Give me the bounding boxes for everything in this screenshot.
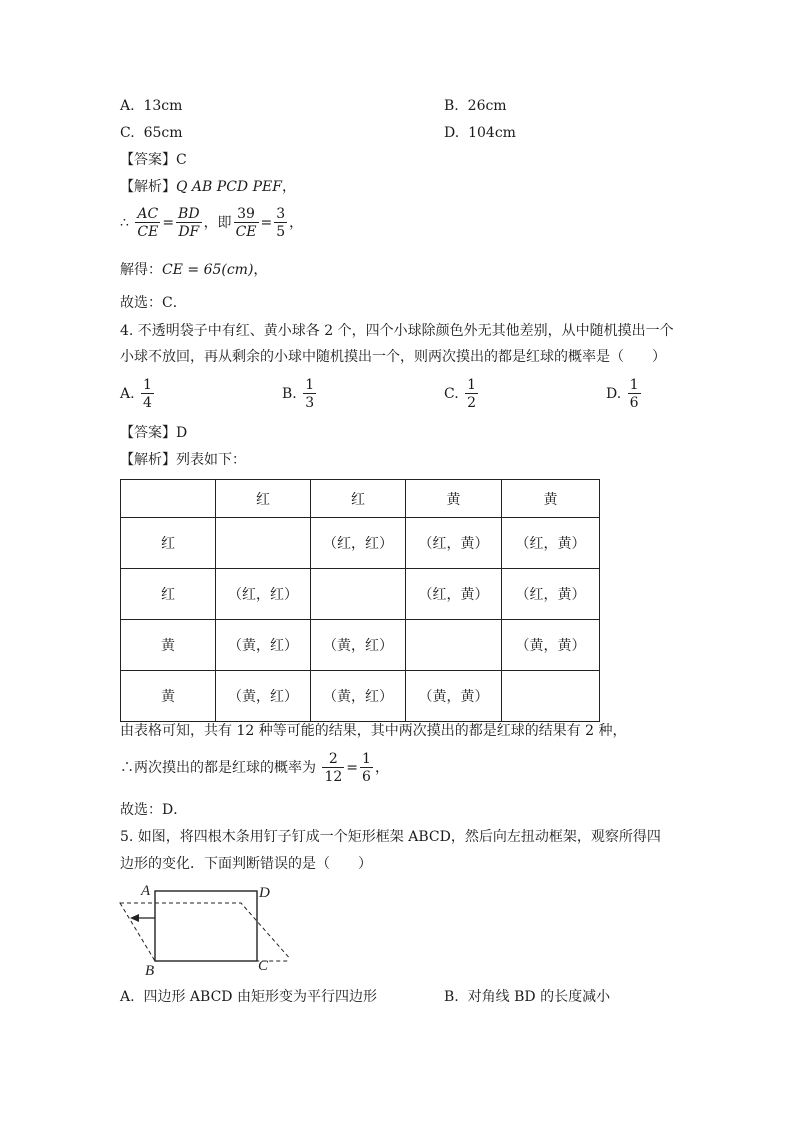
denominator: 5 xyxy=(276,224,286,240)
denominator: 2 xyxy=(467,395,477,411)
table-row xyxy=(121,518,600,569)
vertex-label-d: D xyxy=(259,885,270,901)
table-header-row xyxy=(121,480,600,518)
ratio-ac-ce xyxy=(135,207,160,239)
q5-stem-line2: 边形的变化．下面判断错误的是（ ） xyxy=(120,856,372,872)
table-row xyxy=(121,620,600,671)
probability-text: 两次摸出的都是红球的概率为 xyxy=(134,760,316,776)
vertex-label-b: B xyxy=(145,963,155,979)
q4-answer xyxy=(120,426,187,440)
table-cell: 红 xyxy=(121,569,216,620)
denominator: 6 xyxy=(362,769,371,785)
option-text: 104cm xyxy=(468,125,516,141)
q3-option-a xyxy=(120,99,182,113)
numerator: AC xyxy=(137,206,159,222)
answer-label: 【答案】 xyxy=(120,425,176,441)
table-cell: （红，黄） xyxy=(502,518,600,569)
table-cell: （黄，黄） xyxy=(502,620,600,671)
table-cell: 红 xyxy=(216,480,311,518)
table-cell: （黄，红） xyxy=(311,620,406,671)
equals-sign: = xyxy=(162,215,175,231)
prob-fraction-2-12 xyxy=(322,752,344,784)
denominator: DF xyxy=(176,222,202,239)
ji-text: ，即 xyxy=(203,215,232,231)
equals-sign: = xyxy=(346,760,359,776)
q3-analysis-line2 xyxy=(120,207,303,239)
table-cell: （红，黄） xyxy=(406,569,502,620)
table-cell: （黄，红） xyxy=(311,671,406,722)
option-letter: B. xyxy=(444,98,459,114)
ratio-39-ce xyxy=(234,207,259,239)
table-cell: 黄 xyxy=(502,480,600,518)
denominator: 6 xyxy=(629,395,639,411)
q4-conclusion: 故选：D． xyxy=(120,802,188,818)
answer-label: 【答案】 xyxy=(120,152,176,168)
table-cell: （黄，红） xyxy=(216,671,311,722)
table-cell: （红，红） xyxy=(216,569,311,620)
punct: ， xyxy=(281,179,296,195)
numerator: 1 xyxy=(467,377,477,393)
parallel-condition: Q AB PCD PEF xyxy=(176,179,282,195)
therefore-symbol: ∴ xyxy=(120,215,129,231)
table-cell: （红，黄） xyxy=(406,518,502,569)
option-text: 26cm xyxy=(467,98,507,114)
q4-option-b xyxy=(282,378,318,410)
table-cell: （红，红） xyxy=(311,518,406,569)
numerator: 3 xyxy=(276,206,286,222)
q4-option-a xyxy=(120,378,156,410)
therefore-symbol: ∴ xyxy=(120,760,134,776)
q5-option-a xyxy=(120,990,377,1004)
q3-conclusion: 故选：C． xyxy=(120,295,187,311)
option-letter: B. xyxy=(282,386,297,402)
table-cell: （红，黄） xyxy=(502,569,600,620)
q4-probability-line xyxy=(120,752,389,784)
option-fraction xyxy=(303,378,316,410)
answer-value: C xyxy=(176,152,187,168)
rectangle-frame-figure xyxy=(110,880,290,980)
table-cell xyxy=(406,620,502,671)
ratio-3-5 xyxy=(274,207,287,239)
q4-option-d xyxy=(606,378,643,410)
numerator: 1 xyxy=(362,751,371,767)
option-letter: C. xyxy=(444,386,459,402)
solve-label: 解得： xyxy=(120,262,162,278)
table-cell xyxy=(121,480,216,518)
q3-option-d xyxy=(444,126,516,140)
vertex-label-a: A xyxy=(141,883,151,899)
q4-summary: 由表格可知，共有 12 种等可能的结果，其中两次摸出的都是红球的结果有 2 种， xyxy=(120,723,627,739)
denominator: CE xyxy=(137,224,159,240)
option-fraction xyxy=(141,378,154,410)
q5-option-b xyxy=(444,990,610,1004)
table-cell xyxy=(502,671,600,722)
q4-stem-line1: 4. 不透明袋子中有红、黄小球各 2 个，四个小球除颜色外无其他差别，从中随机摸出一个 xyxy=(120,323,674,339)
q3-option-b xyxy=(444,99,507,113)
option-text: 四边形 ABCD 由矩形变为平行四边形 xyxy=(143,989,377,1005)
q4-stem-line2: 小球不放回，再从剩余的小球中随机摸出一个，则两次摸出的都是红球的概率是（ ） xyxy=(120,349,666,365)
table-cell: 红 xyxy=(311,480,406,518)
punct: ， xyxy=(289,215,304,231)
table-cell: 红 xyxy=(121,518,216,569)
solve-expression: CE = 65(cm) xyxy=(162,262,254,278)
table-cell: （黄，黄） xyxy=(406,671,502,722)
option-letter: A. xyxy=(120,98,135,114)
table-row xyxy=(121,671,600,722)
table-cell xyxy=(216,518,311,569)
table-cell: 黄 xyxy=(406,480,502,518)
q3-answer xyxy=(120,153,187,167)
numerator: 1 xyxy=(629,377,639,393)
option-letter: C. xyxy=(120,125,135,141)
table-cell: 黄 xyxy=(121,620,216,671)
denominator: 4 xyxy=(143,395,152,411)
q4-analysis-intro xyxy=(120,453,246,467)
answer-value: D xyxy=(176,425,188,441)
denominator: 3 xyxy=(305,395,315,411)
punct: ， xyxy=(374,760,389,776)
q3-analysis-line1 xyxy=(120,180,296,194)
option-text: 65cm xyxy=(143,125,183,141)
numerator: 2 xyxy=(328,751,338,767)
denominator: 12 xyxy=(324,769,343,785)
q5-stem-line1: 5. 如图，将四根木条用钉子钉成一个矩形框架 ABCD，然后向左扭动框架，观察所得四 xyxy=(120,829,661,845)
q3-solve-line xyxy=(120,263,267,277)
q3-option-c xyxy=(120,126,183,140)
analysis-intro: 列表如下： xyxy=(176,452,246,468)
table-cell: 黄 xyxy=(121,671,216,722)
option-letter: A. xyxy=(120,989,135,1005)
option-fraction xyxy=(628,378,641,410)
rectangle-abcd xyxy=(155,891,257,961)
equals-sign: = xyxy=(260,215,273,231)
option-text: 对角线 BD 的长度减小 xyxy=(467,989,611,1005)
numerator: 1 xyxy=(143,377,152,393)
denominator: CE xyxy=(235,224,257,240)
option-letter: D. xyxy=(444,125,460,141)
q4-option-c xyxy=(444,378,480,410)
punct: ， xyxy=(253,262,268,278)
prob-fraction-1-6 xyxy=(360,752,373,784)
left-arrow-icon xyxy=(130,914,139,922)
vertex-label-c: C xyxy=(258,958,269,974)
option-text: 13cm xyxy=(143,98,183,114)
option-letter: D. xyxy=(606,386,622,402)
option-letter: A. xyxy=(120,386,135,402)
analysis-label: 【解析】 xyxy=(120,179,176,195)
numerator: BD xyxy=(178,206,200,222)
option-fraction xyxy=(465,378,478,410)
option-letter: B. xyxy=(444,989,459,1005)
analysis-label: 【解析】 xyxy=(120,452,176,468)
table-cell xyxy=(311,569,406,620)
outcome-table xyxy=(120,479,600,722)
numerator: 1 xyxy=(305,377,315,393)
numerator: 39 xyxy=(237,206,255,222)
table-row xyxy=(121,569,600,620)
parallelogram-dashed xyxy=(120,903,290,961)
ratio-bd-df xyxy=(176,207,202,239)
table-cell: （黄，红） xyxy=(216,620,311,671)
